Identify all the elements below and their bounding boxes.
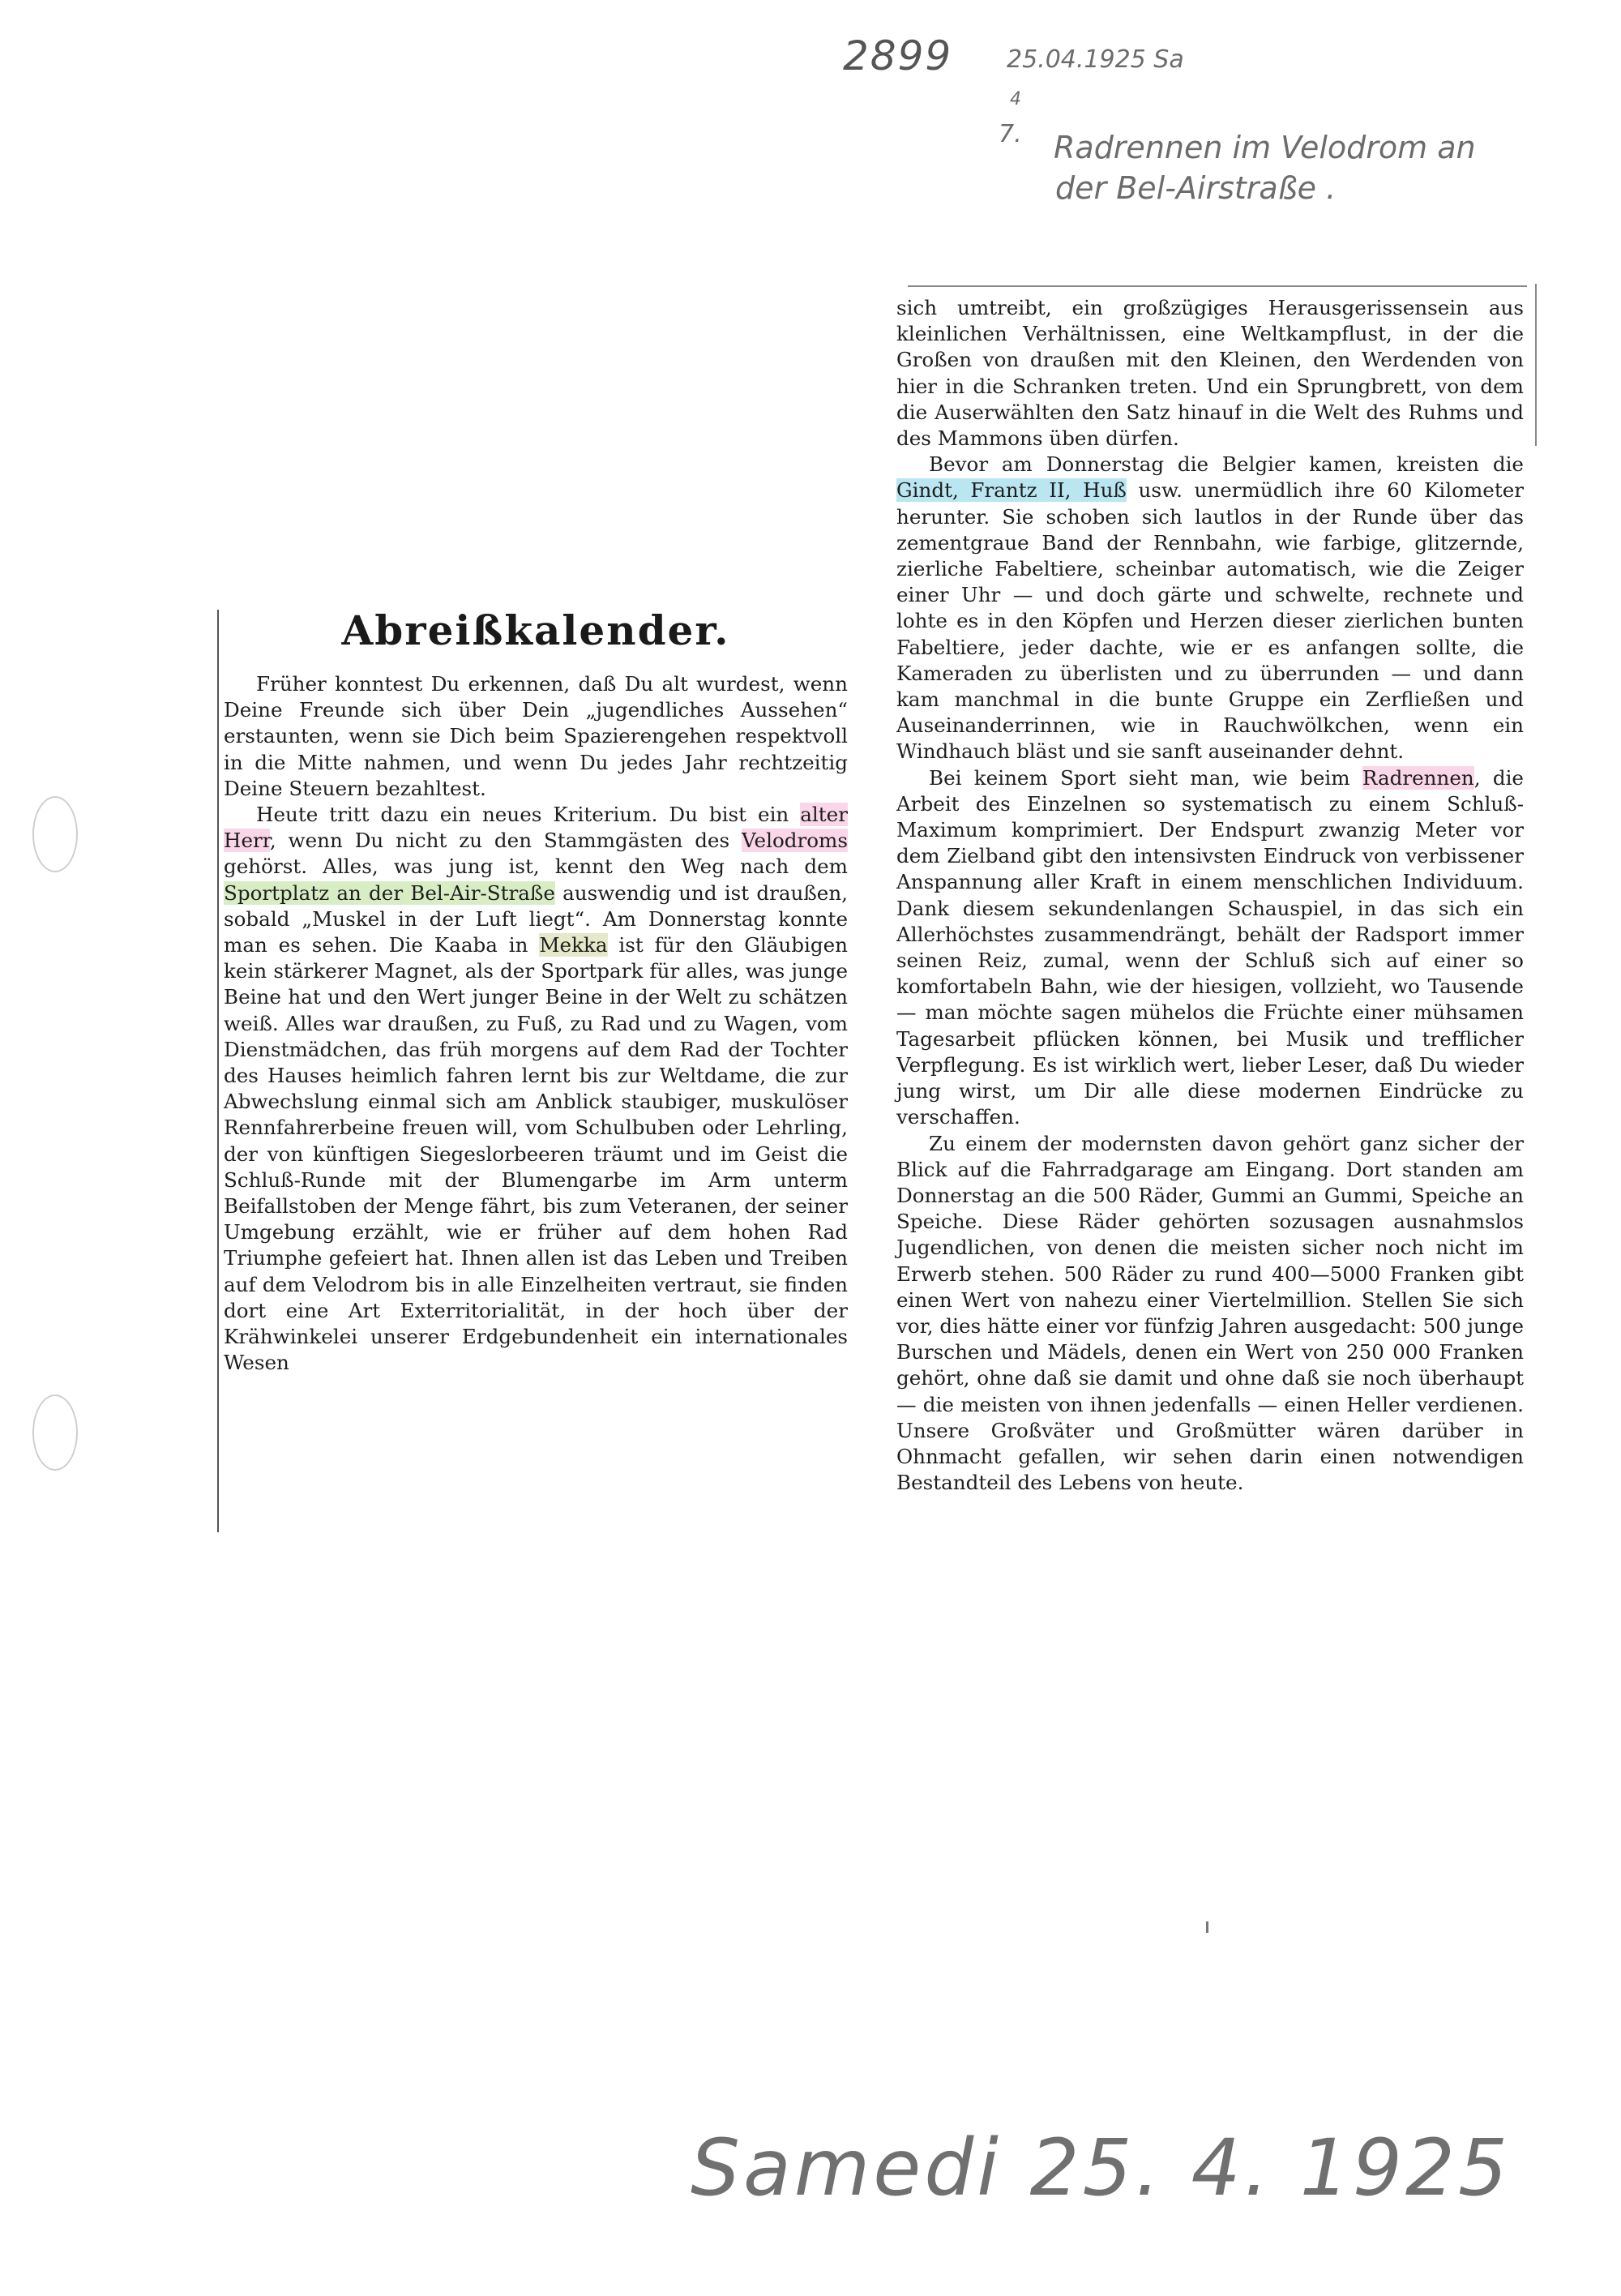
highlighted-term: alter Herr [224, 803, 848, 853]
clipping-left-border [217, 610, 219, 1532]
paragraph-text: auswendig und ist draußen, sobald „Muskel in der Luft liegt“. Am Donnerstag konnte man es sehen. Die Kaaba in [224, 880, 849, 957]
paragraph-text: ist für den Gläubigen kein stärkerer Magnet, als der Sportpark für alles, was junge Beine hat und den Wert junger Beine in der Welt zu schätzen weiß. Alles war draußen, zu Fuß, zu Rad und zu Wagen, vom Dienstmädchen, das früh morgens auf dem Rad der Tochter des Hauses heimlich fahren lernt bis zur Weltdame, die zur Abwechslung einmal sich am Anblick staubiger, muskulöser Rennfahrerbeine freuen will, vom Schulbuben oder Lehrling, der von künftigen Siegeslorbeeren träumt und im Geist die Schluß-Runde mit der Blumengarbe im Arm unterm Beifallstoben der Menge fährt, bis zum Veteranen, der seiner Umgebung erzählt, wie er früher auf dem hohen Rad Triumphe gefeiert hat. Ihnen allen ist das Leben und Treiben auf dem Velodrom bis in alle Einzelheiten vertraut, sie finden dort eine Art Exterritorialität, in der hoch über der Krähwinkelei unserer Erdgebundenheit ein internationales Wesen [224, 933, 848, 1375]
highlighted-term: Radrennen [1362, 765, 1474, 790]
paragraph-text: Bei keinem Sport sieht man, wie beim [929, 765, 1362, 790]
paragraph-text: Früher konntest Du erkennen, daß Du alt wurdest, wenn Deine Freunde sich über Dein „jugendliches Aussehen“ erstaunten, wenn sie Dich beim Spazierengehen respektvoll in die Mitte nahmen, und wenn Du jedes Jahr rechtzeitig Deine Steuern bezahltest. [224, 672, 848, 800]
paragraph-text: Zu einem der modernsten davon gehört ganz sicher der Blick auf die Fahrradgarage am Eingang. Dort standen am Donnerstag an die 500 Räder, Gummi an Gummi, Speiche an Speiche. Diese Räder gehörten sozusagen ausnahmslos Jugendlichen, von denen die meisten sicher noch nicht im Erwerb stehen. 500 Räder zu rund 400—5000 Franken gibt einen Wert von nahezu einer Viertelmillion. Stellen Sie sich vor, dies hätte einer vor fünfzig Jahren ausgedacht: 500 junge Burschen und Mädels, denen ein Wert von 250 000 Franken gehört, ohne daß sie damit und ohne daß sie noch überhaupt — die meisten von ihnen jedenfalls — einen Heller verdienen. Unsere Großväter und Großmütter wären darüber in Ohnmacht gefallen, wir sehen darin einen notwendigen Bestandteil des Lebens von heute. [896, 1131, 1524, 1495]
paragraph-text: Bevor am Donnerstag die Belgier kamen, kreisten die [929, 452, 1524, 477]
note-marker: 4 [1010, 89, 1021, 109]
paragraph-text: , die Arbeit des Einzelnen so systematisch zu einem Schluß-Maximum komprimiert. Der Endspurt zwanzig Meter vor dem Zielband gibt den intensivsten Eindruck von verbissener Anspannung aller Kraft in einem menschlichen Individuum. Dank diesem sekundenlangen Schauspiel, in das sich ein Allerhöchstes zusammendrängt, behält der Radsport immer seinen Reiz, zumal, wenn der Schluß sich auf einer so komfortabeln Bahn, wie der hiesigen, vollzieht, wo Tausende — man möchte sagen mühelos die Früchte einer mühsamen Tagesarbeit pflücken können, bei Musik und trefflicher Verpflegung. Es ist wirklich wert, lieber Leser, daß Du wieder jung wirst, um Dir alle diese modernen Eindrücke zu verschaffen. [896, 765, 1524, 1129]
article-left-column [224, 671, 848, 1376]
paragraph-text: gehörst. Alles, was jung ist, kennt den Weg nach dem [224, 855, 848, 879]
paragraph-text: usw. unermüdlich ihre 60 Kilometer herunter. Sie schoben sich lautlos in der Runde über das zementgraue Band der Rennbahn, wie farbige, glitzernde, zierliche Fabeltiere, scheinbar automatisch, wie die Zeiger einer Uhr — und doch gärte und schwelte, rechnete und lohte es in den Köpfen und Herzen dieser zierlichen bunten Fabeltiere, jeder dachte, wie er es anfangen sollte, die Kameraden zu überlisten und zu überrunden — und dann kam manchmal in die bunte Gruppe ein Zerfließen und Auseinanderrinnen, wie in Rauchwölkchen, wenn ein Windhauch bläst und sie sanft auseinander dehnt. [896, 478, 1525, 764]
article-title: Abreißkalender. [341, 606, 730, 654]
article-paragraph [224, 671, 848, 802]
article-paragraph [224, 802, 848, 1376]
paragraph-text: , wenn Du nicht zu den Stammgästen des [269, 829, 742, 853]
archive-number: 2899 [843, 32, 953, 79]
highlighted-term: Sportplatz an der Bel-Air-Straße [224, 880, 555, 905]
paragraph-text: sich umtreibt, ein großzügiges Herausgerissensein aus kleinlichen Verhältnissen, eine Weltkampflust, in der die Großen von draußen mit den Kleinen, den Werdenden von hier in die Schranken treten. Und ein Sprungbrett, von dem die Auserwählten den Satz hinauf in die Welt des Ruhms und des Mammons üben dürfen. [896, 296, 1524, 451]
date-note: 25.04.1925 Sa [1007, 45, 1184, 74]
clipping-top-border [908, 285, 1527, 287]
article-paragraph [896, 765, 1524, 1131]
footer-date-note: Samedi 25. 4. 1925 [691, 2123, 1512, 2213]
article-paragraph [896, 295, 1524, 452]
highlighted-term: Velodroms [742, 829, 848, 853]
stray-pen-mark [1206, 1921, 1208, 1933]
paragraph-text: Heute tritt dazu ein neues Kriterium. Du bist ein [256, 803, 801, 827]
note-index: 7. [999, 120, 1022, 148]
highlighted-term: Mekka [539, 933, 608, 957]
article-paragraph [896, 1131, 1524, 1497]
highlighted-term: Gindt, Frantz II, Huß [896, 478, 1127, 503]
clipping-right-border [1535, 284, 1537, 446]
article-right-column [896, 295, 1524, 1496]
punch-hole-top [32, 796, 78, 872]
punch-hole-bottom [32, 1394, 78, 1471]
subject-note-line-2: der Bel-Airstraße . [1055, 170, 1337, 206]
article-paragraph [896, 452, 1524, 765]
subject-note-line-1: Radrennen im Velodrom an [1054, 130, 1476, 165]
